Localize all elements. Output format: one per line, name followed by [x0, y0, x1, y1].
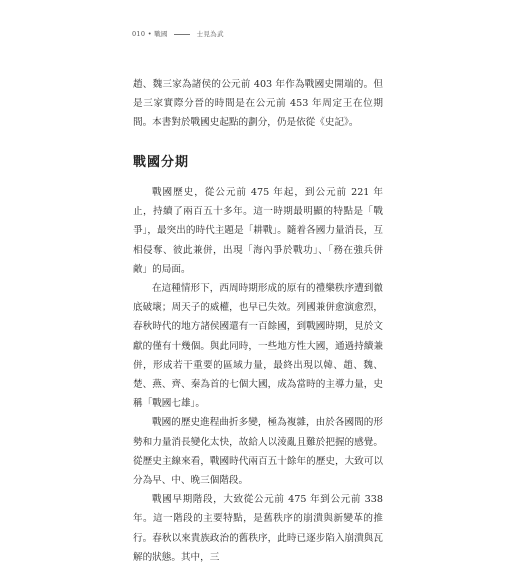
body-paragraph: 在這種情形下，西周時期形成的原有的禮樂秩序遭到徹底破壞；周天子的威權，也早已失效。列國兼併愈演愈烈，春秋時代的地方諸侯國還有一百餘國，到戰國時期，見於文獻的僅有十幾個。與此同時，一些地方性大國，通過持續兼併，形成若干重要的區域力量，最終出現以韓、趙、魏、楚、燕、齊、秦為首的七個大國，成為當時的主導力量，史稱「戰國七雄」。	[133, 283, 383, 410]
page-number: 010	[132, 30, 146, 38]
section-body	[133, 183, 383, 567]
book-title: 戰國	[154, 30, 168, 38]
body-paragraph: 戰國的歷史進程曲折多變，極為複雜，由於各國間的形勢和力量消長變化太快，故給人以淩亂且難於把握的感覺。從歷史主線來看，戰國時代兩百五十餘年的歷史，大致可以分為早、中、晚三個階段。	[133, 417, 383, 487]
intro-paragraph: 趙、魏三家為諸侯的公元前 403 年作為戰國史開端的。但是三家實際分晉的時間是在公元前 453 年周定王在位期間。本書對於戰國史起點的劃分，仍是依從《史記》。	[133, 79, 383, 129]
chapter-title: 士見為武	[196, 30, 224, 38]
header-bullet: •	[147, 30, 152, 38]
running-header	[132, 29, 224, 38]
header-rule	[174, 34, 190, 35]
intro-block	[133, 75, 383, 133]
section-heading: 戰國分期	[133, 155, 190, 170]
body-paragraph: 戰國早期階段，大致從公元前 475 年到公元前 338 年。這一階段的主要特點，是舊秩序的崩潰與新變革的推行。春秋以來貴族政治的舊秩序，此時已逐步陷入崩潰與瓦解的狀態。其中，三	[133, 494, 383, 563]
body-paragraph: 戰國歷史，從公元前 475 年起，到公元前 221 年止，持續了兩百五十多年。這一時期最明顯的特點是「戰爭」，最突出的時代主題是「耕戰」。隨着各國力量消長，互相侵奪、彼此兼併，出現「海內爭於戰功」、「務在強兵併敵」的局面。	[133, 187, 383, 275]
